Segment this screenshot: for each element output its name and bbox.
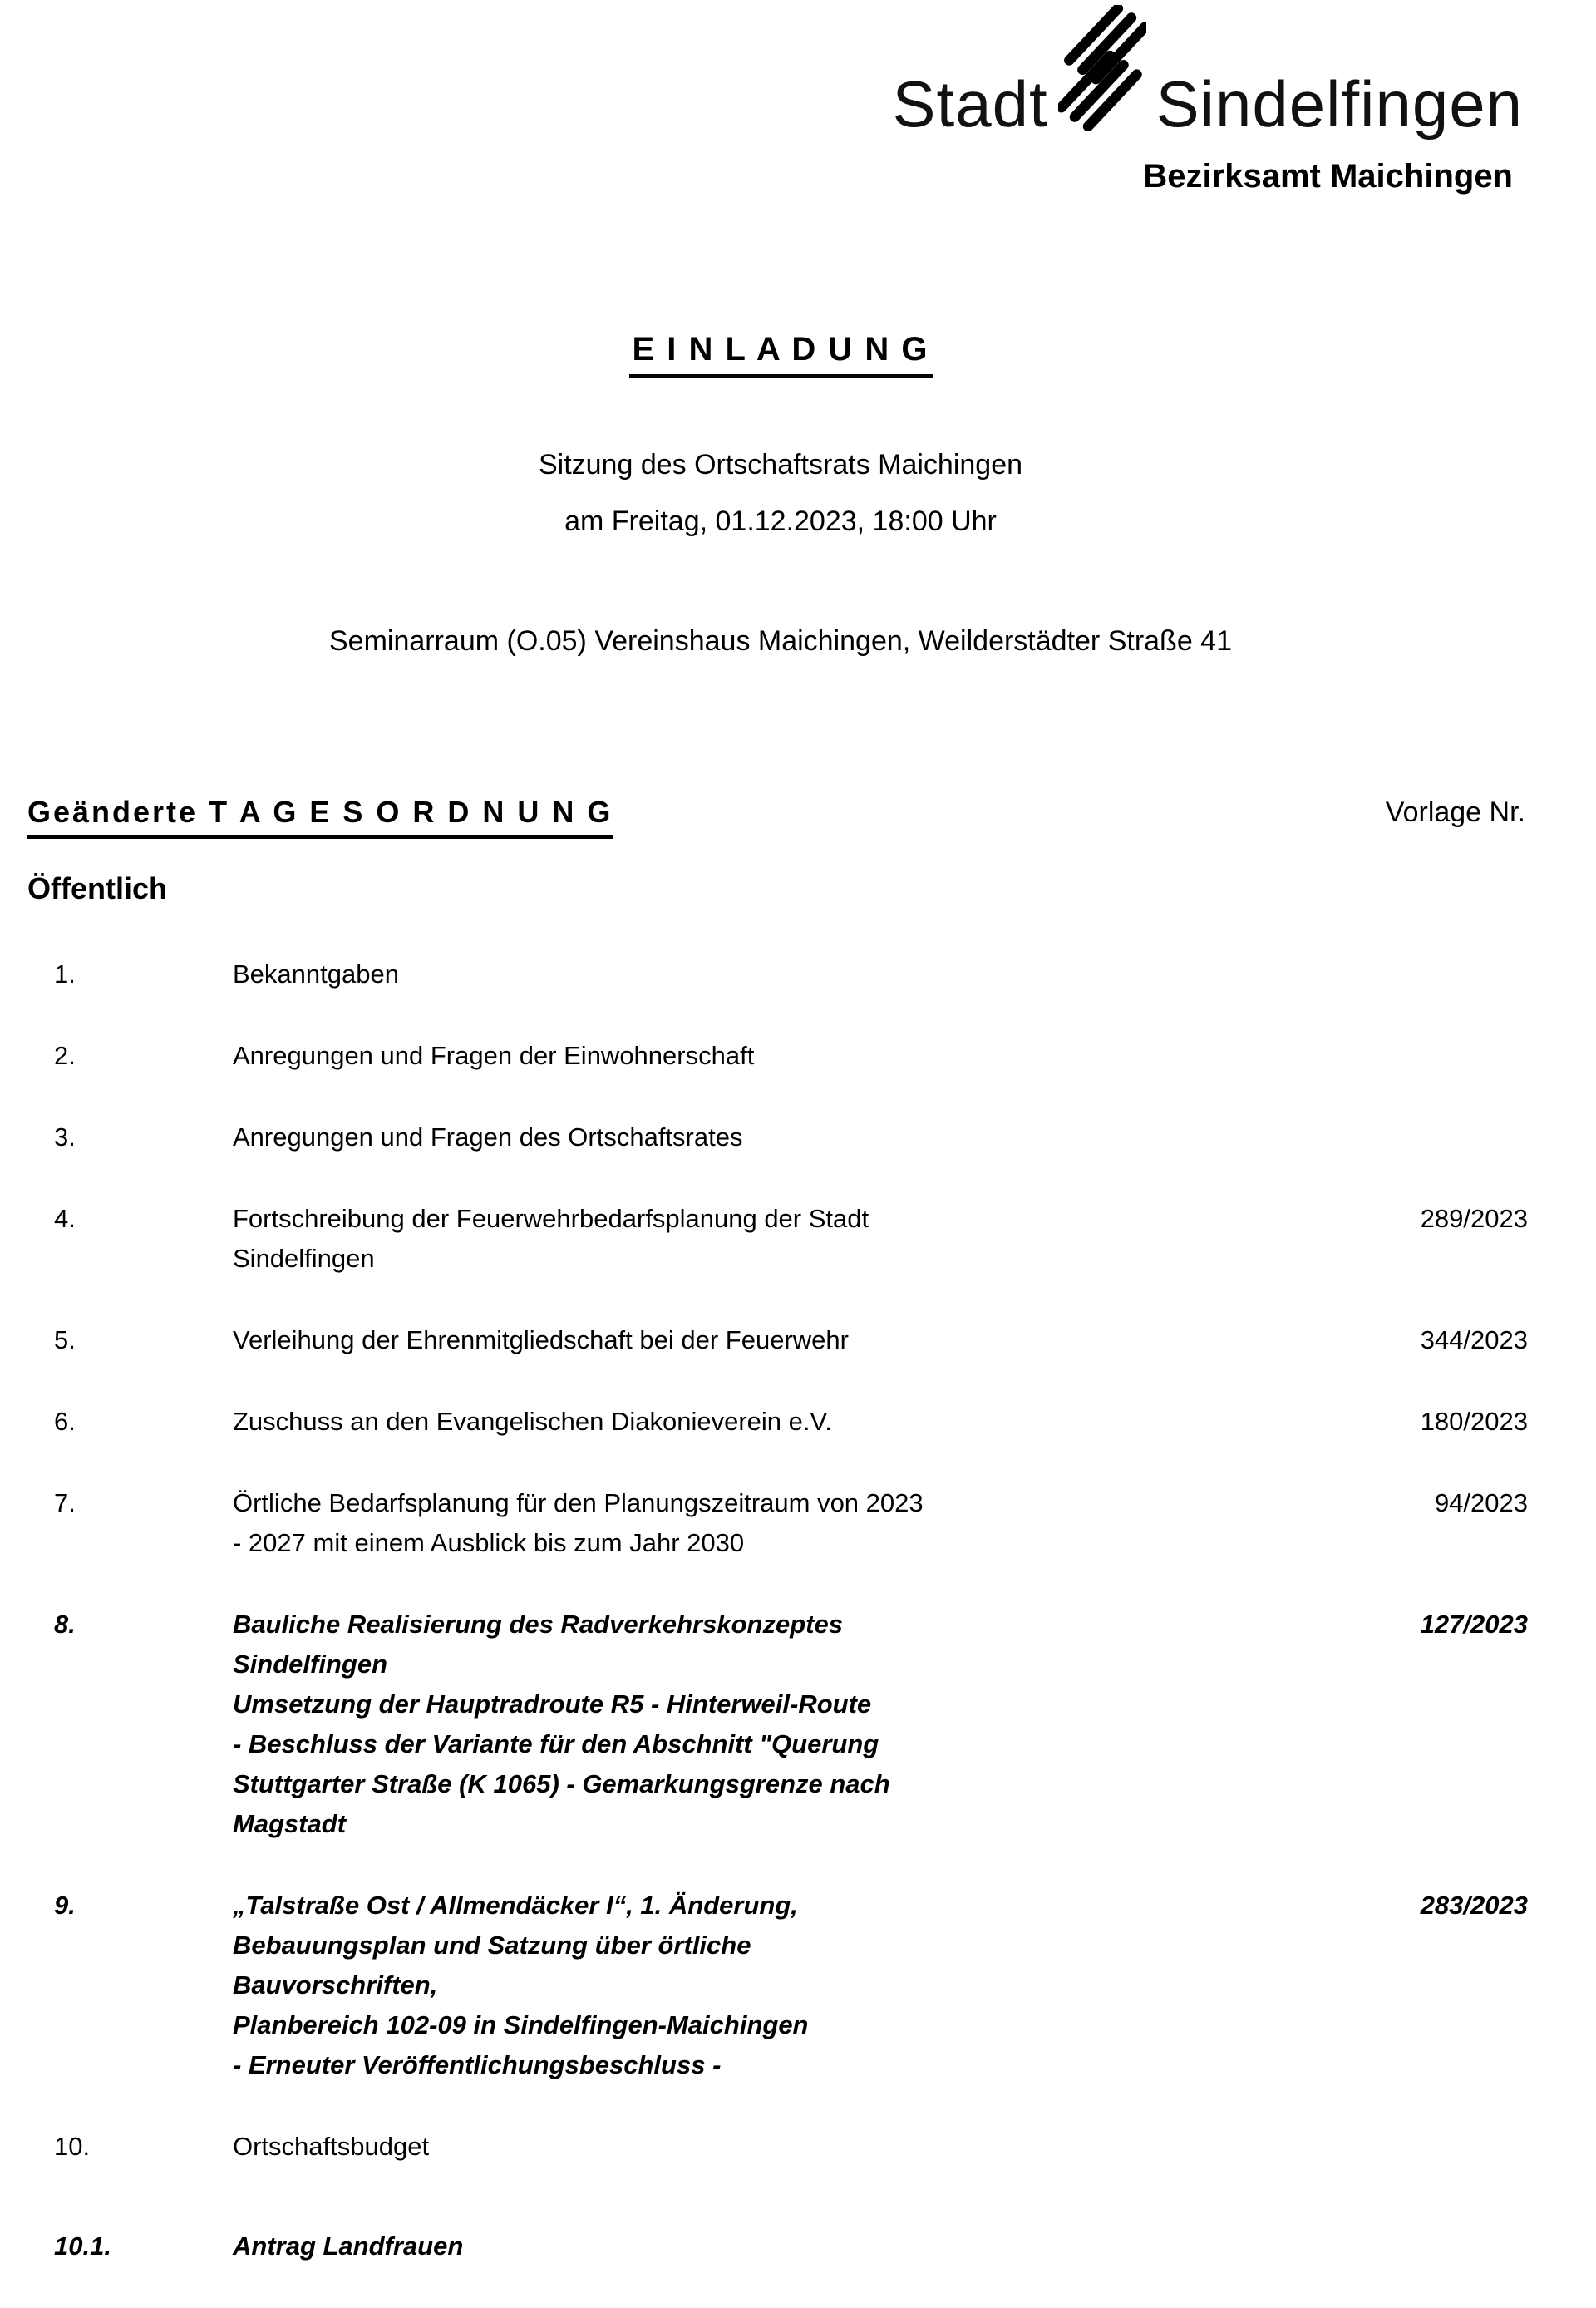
- agenda-item-number: 6.: [54, 1407, 76, 1436]
- agenda-item-vorlage: 127/2023: [1420, 1610, 1528, 1639]
- agenda-item-vorlage: 94/2023: [1434, 1488, 1528, 1517]
- agenda-item-line: Bauliche Realisierung des Radverkehrskonzeptes: [233, 1610, 843, 1639]
- agenda-item-text: [233, 1320, 1349, 1360]
- logo-sindelfingen-text: Sindelfingen: [1155, 67, 1523, 141]
- agenda-item-line: Zuschuss an den Evangelischen Diakonieverein e.V.: [233, 1407, 832, 1436]
- agenda-item-line: Örtliche Bedarfsplanung für den Planungszeitraum von 2023: [233, 1488, 924, 1517]
- agenda-item: [54, 2127, 1528, 2167]
- agenda-header: [27, 795, 1525, 839]
- agenda-item-line: „Talstraße Ost / Allmendäcker I“, 1. Änderung,: [233, 1891, 798, 1920]
- agenda-item-line: Magstadt: [233, 1809, 347, 1838]
- city-logo: [892, 5, 1523, 141]
- agenda-item-text: [233, 1199, 1349, 1279]
- agenda-item-line: Stuttgarter Straße (K 1065) - Gemarkungsgrenze nach: [233, 1769, 890, 1798]
- agenda-item: [54, 1605, 1528, 1844]
- agenda-item-number: 7.: [54, 1488, 76, 1517]
- agenda-item: [54, 1320, 1528, 1360]
- agenda-item-line: Verleihung der Ehrenmitgliedschaft bei der Feuerwehr: [233, 1325, 849, 1354]
- agenda-item-vorlage: 283/2023: [1420, 1891, 1528, 1920]
- meeting-title-line: Sitzung des Ortschaftsrats Maichingen: [538, 449, 1023, 481]
- agenda-item-vorlage: [1349, 2227, 1528, 2266]
- agenda-item: [54, 1117, 1528, 1157]
- agenda-item-number: 3.: [54, 1122, 76, 1152]
- agenda-item-number: 10.: [54, 2132, 91, 2161]
- agenda-item-line: Sindelfingen: [233, 1650, 387, 1679]
- agenda-item-text: [233, 1117, 1349, 1157]
- agenda-item: [54, 1886, 1528, 2085]
- agenda-item-line: Planbereich 102-09 in Sindelfingen-Maichingen: [233, 2010, 809, 2039]
- agenda-item-text: [233, 1886, 1349, 2085]
- department-label: Bezirksamt Maichingen: [1143, 158, 1513, 195]
- document-title-text: E I N L A D U N G: [629, 331, 933, 378]
- agenda-item-text: [233, 2127, 1349, 2167]
- agenda-item-text: [233, 2227, 1349, 2266]
- agenda-item-line: Antrag Landfrauen: [233, 2232, 464, 2261]
- agenda-item-text: [233, 954, 1349, 994]
- agenda-item: [54, 954, 1528, 994]
- agenda-item-text: [233, 1605, 1349, 1844]
- agenda-item-vorlage: [1349, 2127, 1528, 2167]
- agenda-item-line: - 2027 mit einem Ausblick bis zum Jahr 2030: [233, 1528, 745, 1557]
- agenda-item-number: 9.: [54, 1891, 76, 1920]
- agenda-item-line: Anregungen und Fragen der Einwohnerschaft: [233, 1041, 755, 1070]
- agenda-item: [54, 1036, 1528, 1076]
- logo-stadt-text: Stadt: [892, 67, 1048, 141]
- agenda-item-number: 4.: [54, 1204, 76, 1233]
- agenda-item-line: Bebauungsplan und Satzung über örtliche: [233, 1931, 751, 1960]
- agenda-item-vorlage: 344/2023: [1420, 1325, 1528, 1354]
- agenda-item-line: - Beschluss der Variante für den Abschnitt "Querung: [233, 1729, 879, 1758]
- agenda-item-number: 5.: [54, 1325, 76, 1354]
- meeting-location-line: Seminarraum (O.05) Vereinshaus Maichingen, Weilderstädter Straße 41: [329, 625, 1232, 657]
- agenda-item-vorlage: 289/2023: [1420, 1204, 1528, 1233]
- agenda-item-line: Fortschreibung der Feuerwehrbedarfsplanung der Stadt: [233, 1204, 869, 1233]
- agenda-item: [54, 1402, 1528, 1442]
- agenda-item: [54, 2227, 1528, 2266]
- agenda-item-vorlage: 180/2023: [1420, 1407, 1528, 1436]
- agenda-list: [54, 954, 1528, 2308]
- agenda-item-number: 1.: [54, 959, 76, 989]
- agenda-item-vorlage: [1349, 954, 1528, 994]
- agenda-item: [54, 1483, 1528, 1563]
- agenda-item-text: [233, 1036, 1349, 1076]
- agenda-item-line: Umsetzung der Hauptradroute R5 - Hinterweil-Route: [233, 1689, 872, 1719]
- agenda-item-line: Bekanntgaben: [233, 959, 399, 989]
- agenda-item-number: 8.: [54, 1610, 76, 1639]
- sindelfingen-stripes-icon: [1058, 5, 1146, 131]
- meeting-datetime-line: am Freitag, 01.12.2023, 18:00 Uhr: [564, 505, 997, 537]
- agenda-item-line: Ortschaftsbudget: [233, 2132, 430, 2161]
- agenda-item-line: Bauvorschriften,: [233, 1970, 438, 2000]
- agenda-item: [54, 1199, 1528, 1279]
- agenda-item-line: - Erneuter Veröffentlichungsbeschluss -: [233, 2050, 722, 2079]
- agenda-item-text: [233, 1483, 1349, 1563]
- agenda-item-line: Anregungen und Fragen des Ortschaftsrates: [233, 1122, 743, 1152]
- public-section-label: Öffentlich: [27, 871, 167, 905]
- agenda-item-number: 2.: [54, 1041, 76, 1070]
- document-title: [0, 331, 1561, 378]
- agenda-heading: Geänderte T A G E S O R D N U N G: [27, 795, 613, 839]
- agenda-item-line: Sindelfingen: [233, 1244, 375, 1273]
- vorlage-number-label: Vorlage Nr.: [1385, 796, 1525, 828]
- agenda-item-text: [233, 1402, 1349, 1442]
- agenda-item-vorlage: [1349, 1036, 1528, 1076]
- agenda-item-number: 10.1.: [54, 2232, 111, 2261]
- agenda-item-vorlage: [1349, 1117, 1528, 1157]
